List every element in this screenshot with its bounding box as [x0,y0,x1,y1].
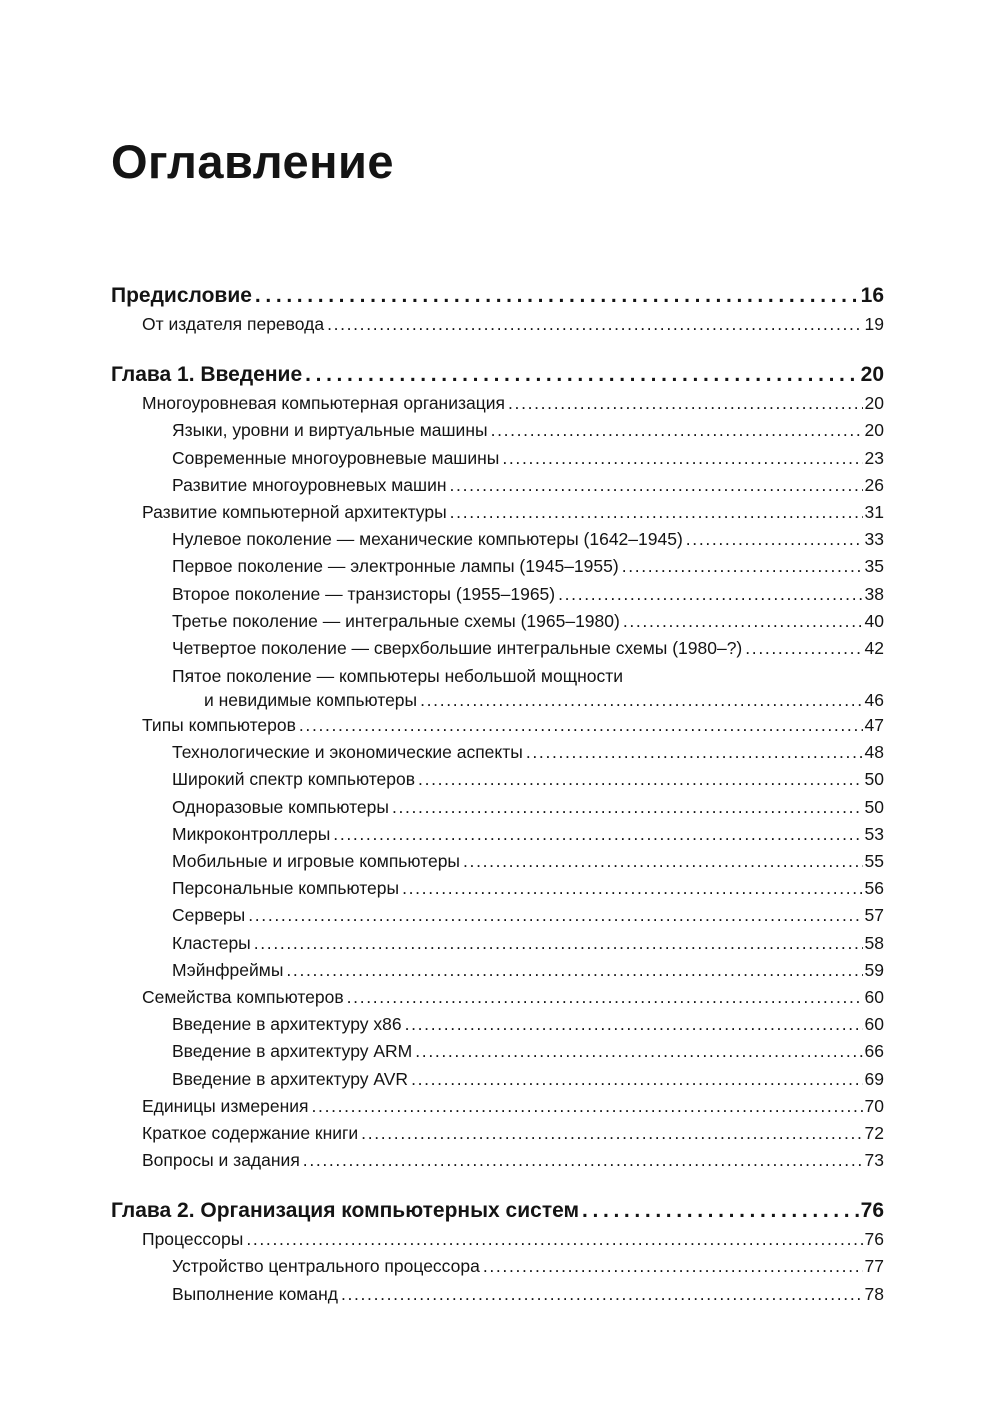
dot-leader [327,311,862,338]
toc-page-number: 50 [864,796,884,817]
toc-chapter-entry[interactable] [111,359,884,390]
dot-leader [450,472,863,499]
toc-entry-title: Первое поколение — электронные лампы (1945–1955) [172,556,619,577]
toc-entry-title: Процессоры [142,1229,244,1250]
toc-page-number: 59 [864,959,884,980]
dot-leader [508,390,863,417]
toc-subsection-entry[interactable] [111,608,884,635]
toc-entry-title: Второе поколение — транзисторы (1955–1965) [172,583,556,604]
toc-page-number: 19 [864,314,884,334]
toc-entry-title: Одноразовые компьютеры [172,796,389,817]
toc-entry-title: Кластеры [172,932,251,953]
toc-entry-title: Семейства компьютеров [142,986,344,1007]
toc-page-number: 38 [864,583,884,604]
dot-leader [463,848,863,875]
toc-subsection-entry[interactable] [111,848,884,875]
toc-page-number: 20 [864,420,884,441]
toc-page-number: 50 [864,769,884,790]
toc-page-number: 57 [864,905,884,926]
toc-page-number: 48 [864,742,884,763]
dot-leader [402,875,862,902]
dot-leader [558,581,862,608]
toc-entry-title: Глава 1. Введение [111,363,303,387]
toc-entry-title: Третье поколение — интегральные схемы (1965–1980) [172,610,620,631]
toc-chapter-entry[interactable] [111,280,884,311]
toc-entry-title: Современные многоуровневые машины [172,447,500,468]
dot-leader [248,902,862,929]
dot-leader [622,553,863,580]
dot-leader [623,608,863,635]
toc-page-number: 53 [864,823,884,844]
toc-subsection-entry[interactable] [111,635,884,662]
toc-page-number: 55 [864,851,884,871]
toc-subsection-entry[interactable] [111,875,884,902]
page-title: Оглавление [111,135,395,188]
toc-page-number: 60 [864,1014,884,1035]
toc-chapter-entry[interactable] [111,1195,884,1226]
toc-section-entry[interactable] [111,499,884,526]
dot-leader [582,1195,859,1226]
toc-entry-title: Мэйнфреймы [172,959,284,980]
toc-page-number: 47 [864,715,884,736]
toc-page-number: 16 [860,284,884,307]
toc-page-number: 76 [864,1229,884,1250]
toc-entry-title: Введение в архитектуру x86 [172,1014,402,1035]
toc-entry-title: Типы компьютеров [142,715,296,736]
toc-section-entry[interactable] [111,1226,884,1253]
toc-entry-title: Персональные компьютеры [172,878,400,899]
toc-section-entry[interactable] [111,390,884,417]
toc-subsection-entry[interactable] [111,445,884,472]
dot-leader [502,445,862,472]
dot-leader [745,635,862,662]
dot-leader [255,280,859,311]
toc-section-entry[interactable] [111,712,884,739]
dot-leader [483,1253,863,1280]
toc-page-number: 66 [864,1041,884,1062]
toc-section-entry[interactable] [111,1120,884,1147]
toc-entry-title: Предисловие [111,284,252,307]
toc-page-number: 20 [864,393,884,414]
toc-subsection-entry[interactable] [111,930,884,957]
toc-entry-title: Вопросы и задания [142,1150,300,1171]
toc-section-entry[interactable] [111,1093,884,1120]
toc-subsection-entry[interactable] [111,417,884,444]
toc-entry-title: Введение в архитектуру AVR [172,1068,409,1089]
toc-subsection-entry[interactable] [111,1011,884,1038]
dot-leader [312,1093,863,1120]
toc-subsection-entry[interactable] [111,472,884,499]
toc-page-number: 42 [864,637,884,658]
toc-page-number: 60 [864,986,884,1007]
toc-entry-title: Мобильные и игровые компьютеры [172,851,461,871]
toc-subsection-entry[interactable] [111,526,884,553]
toc-page-number: 33 [864,529,884,550]
toc-entry-title: Пятое поколение — компьютеры небольшой мощности [172,666,624,687]
toc-section-entry[interactable] [111,311,884,338]
toc-entry-title: Введение в архитектуру ARM [172,1041,413,1062]
toc-page-number: 72 [864,1122,884,1143]
toc-section-entry[interactable] [111,984,884,1011]
dot-leader [415,1038,862,1065]
toc-entry-title: От издателя перевода [142,314,325,334]
toc-page-number: 31 [864,501,884,522]
toc-entry-title: Развитие компьютерной архитектуры [142,501,447,522]
toc-page-number: 70 [864,1095,884,1116]
toc-entry-title: Краткое содержание книги [142,1122,359,1143]
toc-entry-title: Глава 2. Организация компьютерных систем [111,1199,580,1223]
dot-leader [341,1281,863,1308]
toc-entry-title: Выполнение команд [172,1283,338,1304]
toc-entry-title: Многоуровневая компьютерная организация [142,393,506,414]
toc-subsection-entry[interactable] [111,1038,884,1065]
toc-page-number: 26 [864,474,884,495]
toc-entry-title: Нулевое поколение — механические компьютеры (1642–1945) [172,529,683,550]
dot-leader [333,821,862,848]
toc-subsection-entry[interactable] [111,766,884,793]
toc-subsection-entry[interactable] [111,821,884,848]
dot-leader [411,1066,862,1093]
toc-page-number: 69 [864,1068,884,1089]
section-gap [111,1174,884,1195]
dot-leader [405,1011,863,1038]
toc-page-number: 78 [864,1283,884,1304]
dot-leader [254,930,863,957]
dot-leader [420,688,862,712]
toc-entry-title: Четвертое поколение — сверхбольшие интегральные схемы (1980–?) [172,637,743,658]
toc-page-number: 35 [864,556,884,577]
dot-leader [491,417,863,444]
toc-page-number: 73 [864,1150,884,1171]
dot-leader [686,526,863,553]
toc-page-number: 56 [864,878,884,899]
dot-leader [303,1147,863,1174]
toc-subsection-entry[interactable] [111,1281,884,1308]
toc-subsection-entry[interactable] [111,662,884,712]
toc-entry-title: Серверы [172,905,246,926]
section-gap [111,338,884,359]
toc-entry-title: Устройство центрального процессора [172,1256,480,1277]
toc-entry-title: Микроконтроллеры [172,823,331,844]
toc-page-number: 77 [864,1256,884,1277]
dot-leader [299,712,863,739]
toc-page-number: 76 [860,1199,884,1223]
toc-entry-title: Широкий спектр компьютеров [172,769,416,790]
toc-section-entry[interactable] [111,1147,884,1174]
toc-entry-title: Технологические и экономические аспекты [172,742,523,763]
toc-subsection-entry[interactable] [111,1253,884,1280]
dot-leader [305,359,859,390]
toc-entry-title: Развитие многоуровневых машин [172,474,447,495]
toc-page-number: 20 [860,363,884,387]
dot-leader [361,1120,862,1147]
toc-subsection-entry[interactable] [111,794,884,821]
toc-subsection-entry[interactable] [111,902,884,929]
dot-leader [246,1226,862,1253]
toc-subsection-entry[interactable] [111,739,884,766]
dot-leader [526,739,863,766]
toc-subsection-entry[interactable] [111,581,884,608]
toc-entry-title: и невидимые компьютеры [204,690,418,711]
toc-subsection-entry[interactable] [111,957,884,984]
toc-entry-title: Языки, уровни и виртуальные машины [172,420,488,441]
dot-leader [392,794,863,821]
toc-page-number: 40 [864,610,884,631]
dot-leader [418,766,862,793]
table-of-contents [111,280,884,1308]
dot-leader [450,499,863,526]
dot-leader [347,984,863,1011]
toc-subsection-entry[interactable] [111,1066,884,1093]
toc-subsection-entry[interactable] [111,553,884,580]
toc-page-number: 58 [864,932,884,953]
dot-leader [286,957,862,984]
toc-page-number: 46 [864,690,884,711]
toc-entry-title: Единицы измерения [142,1095,309,1116]
toc-page-number: 23 [864,447,884,468]
